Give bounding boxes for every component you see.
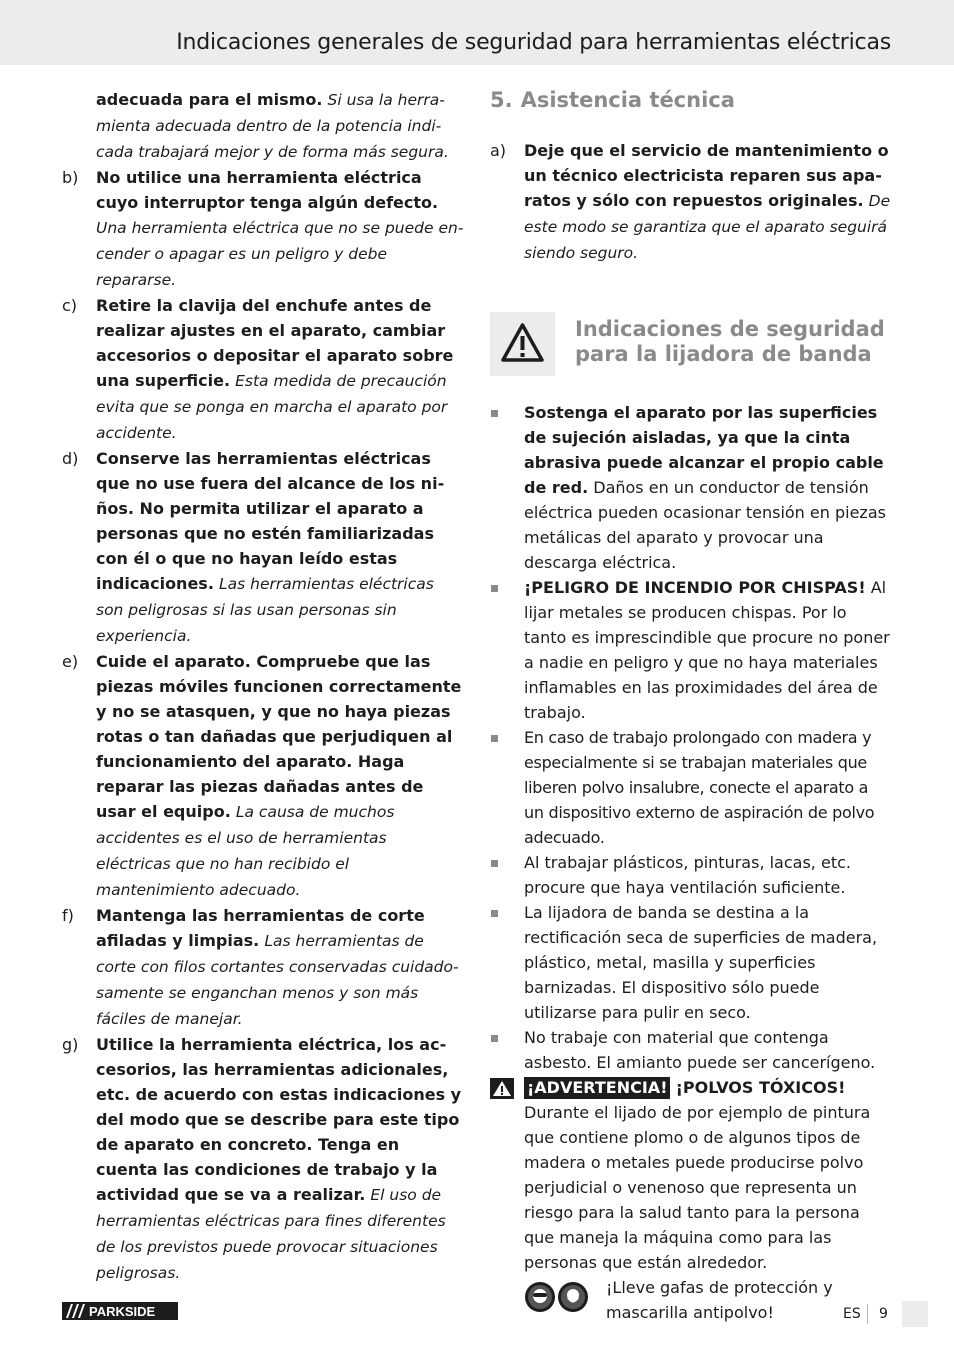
item-italic-text: Si usa la herramienta adecuada dentro de la potencia indicada trabajará mejor y de forma más segura. (96, 91, 449, 161)
ppe-row (490, 1275, 892, 1325)
bullet-text: Al lijar metales se producen chispas. Por lo tanto es imprescindible que procure no poner a nadie en peligro y que no haya materiales inflamables en las proximidades del área de trabajo. (524, 578, 890, 722)
item-italic-text: Esta medida de precaución evita que se ponga en marcha el aparato por accidente. (96, 372, 448, 442)
warning-triangle-icon (490, 312, 555, 376)
bullet-item (490, 400, 892, 575)
item-label: f) (62, 906, 74, 925)
item-bold-text: Retire la clavija del enchufe antes de realizar ajustes en el aparato, cambiar accesorios o depositar el aparato sobre una superficie. (96, 296, 454, 390)
svg-text:PARKSIDE: PARKSIDE (89, 1304, 156, 1319)
bullet-text: Al trabajar plásticos, pinturas, lacas, etc. procure que haya ventilación suficiente. (524, 853, 851, 897)
bullet-item (490, 850, 892, 900)
bullet-item (490, 1025, 892, 1075)
list-item-b (62, 165, 464, 293)
safety-warning-heading (490, 312, 892, 376)
right-column (490, 87, 892, 1325)
section-number: 5. (490, 88, 513, 112)
bullet-text: No trabaje con material que contenga asbesto. El amianto puede ser cancerígeno. (524, 1028, 876, 1072)
item-italic-text: De este modo se garantiza que el aparato seguirá siendo seguro. (524, 192, 891, 262)
item-label: g) (62, 1035, 79, 1054)
bullet-text: Daños en un conductor de tensión eléctrica pueden ocasionar tensión en piezas metálicas del aparato y provocar una descarga eléctrica. (524, 478, 886, 572)
bullet-item (490, 575, 892, 725)
advertencia-heading: ¡POLVOS TÓXICOS! (675, 1078, 846, 1097)
item-italic-text: Una herramienta eléctrica que no se puede encender o apagar es un peligro y debe repararse. (96, 219, 464, 289)
item-italic-text: La causa de muchos accidentes es el uso de herramientas eléctricas que no han recibido el mantenimiento adecuado. (96, 803, 395, 899)
bullet-text: En caso de trabajo prolongado con madera y especialmente si se trabajan materiales que liberen polvo insalubre, conecte el aparato a un dispositivo externo de aspiración de polvo adecuado. (524, 728, 875, 847)
item-bold-text: Conserve las herramientas eléctricas que no use fuera del alcance de los niños. No permita utilizar el aparato a personas que no estén familiarizadas con él o que no hayan leído estas indicaciones. (96, 449, 445, 593)
advertencia-badge: ¡ADVERTENCIA! (524, 1077, 670, 1099)
bullet-square-icon (491, 910, 498, 917)
item-bold-text: Utilice la herramienta eléctrica, los accesorios, las herramientas adicionales, etc. de acuerdo con estas indicaciones y del modo que se describe para este tipo de aparato en concreto. Tenga en cuenta las condiciones de trabajo y la actividad que se va a realizar. (96, 1035, 462, 1204)
list-item-d (62, 446, 464, 649)
bullet-square-icon (491, 1035, 498, 1042)
bullet-bold-text: ¡PELIGRO DE INCENDIO POR CHISPAS! (524, 578, 866, 597)
footer-divider (867, 1304, 868, 1324)
bullet-square-icon (491, 410, 498, 417)
list-item-a (490, 138, 892, 266)
left-column (62, 87, 464, 1286)
bullet-item (490, 900, 892, 1025)
item-bold-text: Mantenga las herramientas de corte afiladas y limpias. (96, 906, 425, 950)
footer-box (902, 1301, 928, 1327)
warning-triangle-small-icon (490, 1078, 514, 1106)
item-label: d) (62, 449, 79, 468)
bullet-item (490, 725, 892, 850)
bullet-square-icon (491, 585, 498, 592)
list-item-e (62, 649, 464, 903)
bullet-bold-text: Sostenga el aparato por las superficies de sujeción aisladas, ya que la cinta abrasiva puede alcanzar el propio cable de red. (524, 403, 884, 497)
item-bold-text: Deje que el servicio de mantenimiento o un técnico electricista reparen sus aparatos y sólo con repuestos originales. (524, 141, 889, 210)
header-title: Indicaciones generales de seguridad para herramientas eléctricas (176, 30, 891, 55)
footer-language: ES (843, 1306, 861, 1322)
item-label: a) (490, 141, 507, 160)
list-item-f (62, 903, 464, 1032)
page-header (0, 0, 954, 65)
section-heading (490, 86, 892, 114)
bullet-square-icon (491, 860, 498, 867)
item-italic-text: Las herramientas de corte con filos cortantes conservadas cuidadosamente se enganchan menos y son más fáciles de manejar. (96, 932, 459, 1028)
section-title: Asistencia técnica (520, 88, 735, 112)
bullet-text: La lijadora de banda se destina a la rectificación seca de superficies de madera, plástico, metal, masilla y superficies barnizadas. El dispositivo sólo puede utilizarse para pulir en seco. (524, 903, 878, 1022)
list-item-g (62, 1032, 464, 1286)
advertencia-block (490, 1075, 892, 1275)
item-label: e) (62, 652, 79, 671)
ppe-icons (524, 1281, 590, 1320)
list-item-continued (62, 87, 464, 165)
parkside-logo (62, 1302, 178, 1324)
advertencia-text: Durante el lijado de por ejemplo de pintura que contiene plomo o de algunos tipos de madera o metales puede producirse polvo perjudicial o venenoso que representa un riesgo para la salud tanto para la persona que maneja la máquina como para las personas que están alrededor. (524, 1103, 871, 1272)
bullet-square-icon (491, 735, 498, 742)
item-label: b) (62, 168, 79, 187)
ppe-text: ¡Lleve gafas de protección y mascarilla antipolvo! (606, 1278, 833, 1322)
warning-title: Indicaciones de seguridad para la lijadora de banda (575, 317, 885, 366)
item-italic-text: El uso de herramientas eléctricas para fines diferentes de los previstos puede provocar situaciones peligrosas. (96, 1186, 446, 1282)
page-number: 9 (879, 1306, 888, 1322)
list-item-c (62, 293, 464, 446)
item-italic-text: Las herramientas eléctricas son peligrosas si las usan personas sin experiencia. (96, 575, 434, 645)
bullet-list (490, 400, 892, 1325)
item-label: c) (62, 296, 78, 315)
item-bold-text: adecuada para el mismo. (96, 90, 323, 109)
item-bold-text: Cuide el aparato. Compruebe que las piezas móviles funcionen correctamente y no se atasquen, y que no haya piezas rotas o tan dañadas que perjudiquen al funcionamiento del aparato. Haga reparar las piezas dañadas antes de usar el equipo. (96, 652, 462, 821)
item-bold-text: No utilice una herramienta eléctrica cuyo interruptor tenga algún defecto. (96, 168, 439, 212)
